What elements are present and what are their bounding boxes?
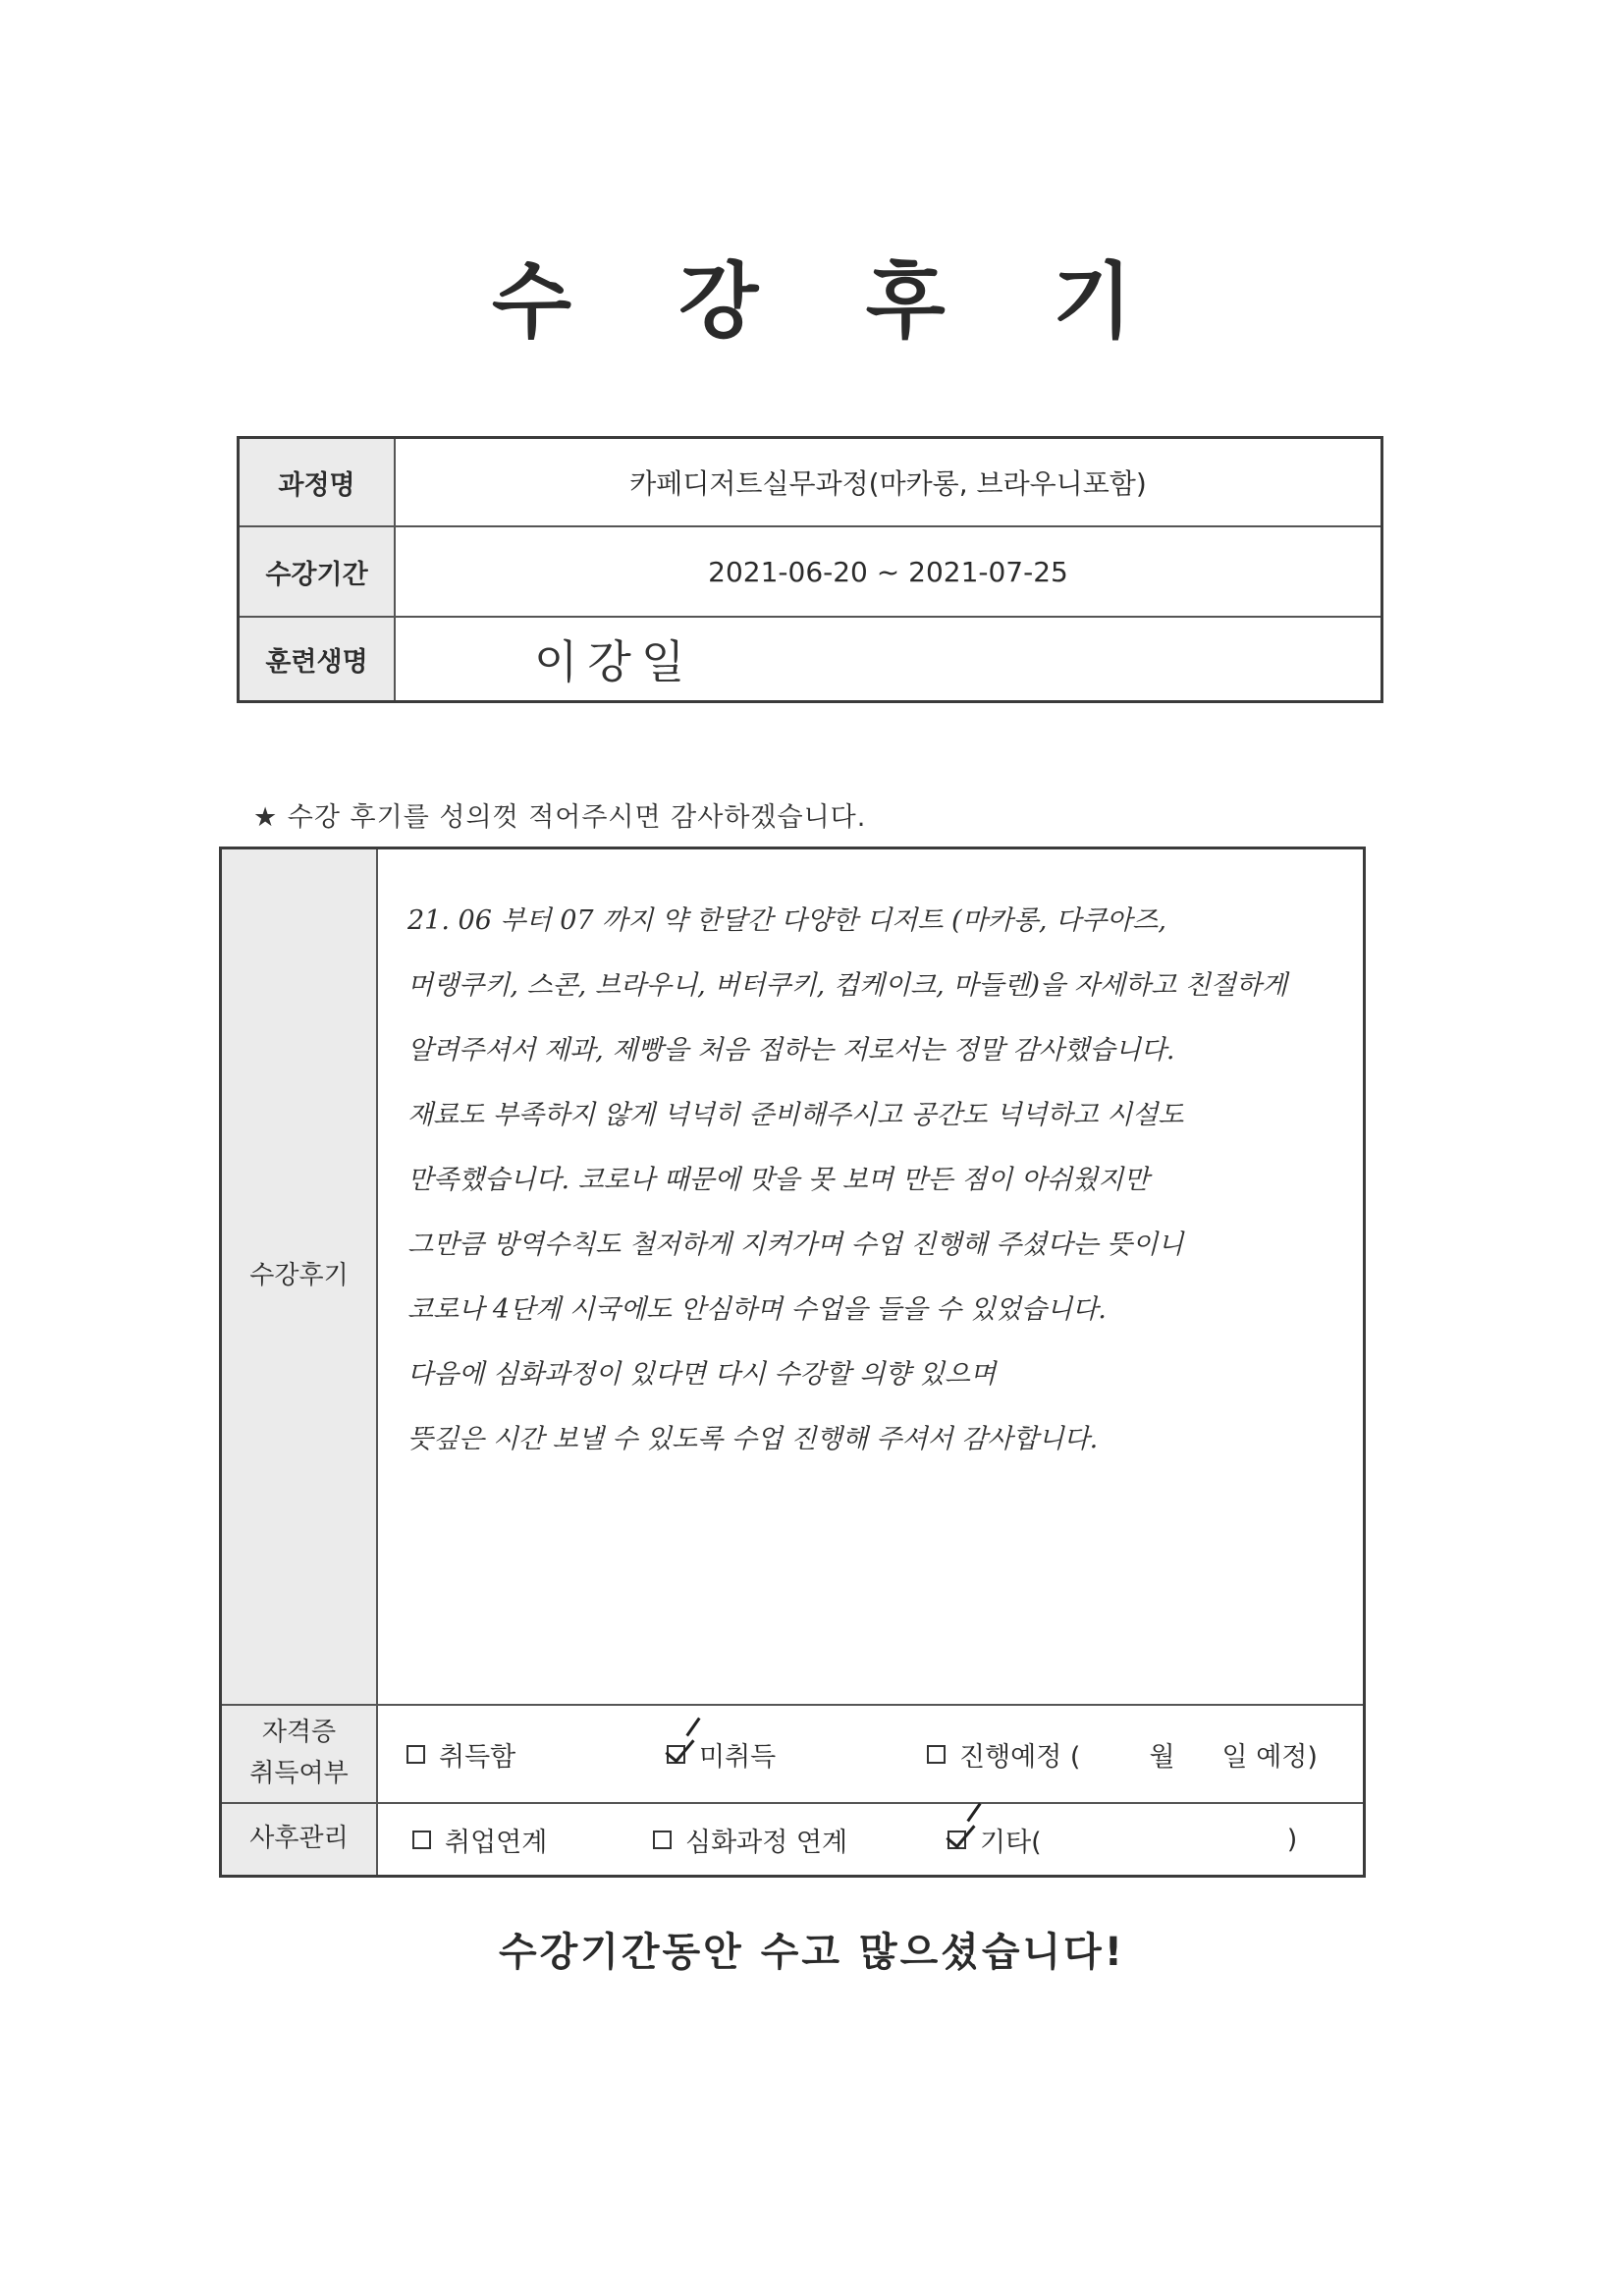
trainee-name-cell — [395, 617, 1382, 702]
option-not-obtained-label: 미취득 — [699, 1741, 777, 1773]
option-other[interactable] — [947, 1821, 1297, 1859]
review-line: 재료도 부족하지 않게 넉넉히 준비해주시고 공간도 넉넉하고 시설도 — [407, 1100, 1184, 1130]
review-line: 뜻깊은 시간 보낼 수 있도록 수업 진행해 주셔서 감사합니다. — [407, 1424, 1099, 1454]
option-planned[interactable] — [927, 1735, 1318, 1774]
option-obtained-label: 취득함 — [439, 1741, 516, 1773]
page-title: 수 강 후 기 — [491, 253, 1172, 350]
review-line: 다음에 심화과정이 있다면 다시 수강할 의향 있으며 — [407, 1359, 997, 1390]
trainee-label: 훈련생명 — [239, 617, 396, 702]
review-line: 그만큼 방역수칙도 철저하게 지켜가며 수업 진행해 주셨다는 뜻이니 — [407, 1230, 1184, 1260]
certification-label-line1: 자격증 — [261, 1718, 337, 1748]
option-job-label: 취업연계 — [445, 1827, 548, 1858]
certification-label — [221, 1705, 378, 1803]
trainee-name: 이강일 — [534, 635, 695, 688]
certification-row — [221, 1705, 1365, 1803]
course-value: 카페디저트실무과정(마카롱, 브라우니포함) — [395, 438, 1382, 527]
option-obtained[interactable] — [406, 1735, 667, 1774]
review-line: 만족했습니다. 코로나 때문에 맛을 못 보며 만든 점이 아쉬웠지만 — [407, 1165, 1150, 1195]
handwritten-review — [378, 849, 1363, 1472]
checkbox-advanced[interactable] — [653, 1831, 672, 1849]
checkbox-obtained[interactable] — [406, 1745, 425, 1764]
checkbox-other-checked[interactable] — [947, 1831, 966, 1849]
period-row — [239, 526, 1382, 617]
period-value: 2021-06-20 ~ 2021-07-25 — [395, 526, 1382, 617]
review-body — [377, 848, 1365, 1706]
option-planned-label: 진행예정 ( — [959, 1741, 1081, 1773]
closing-message: 수강기간동안 수고 많으셨습니다! — [498, 1930, 1126, 1975]
certification-label-line2: 취득여부 — [249, 1759, 349, 1788]
review-label: 수강후기 — [221, 848, 378, 1706]
period-label: 수강기간 — [239, 526, 396, 617]
aftercare-row — [221, 1803, 1365, 1877]
review-line: 머랭쿠키, 스콘, 브라우니, 버터쿠키, 컵케이크, 마들렌)을 자세하고 친절하게 — [407, 970, 1287, 1001]
option-advanced-label: 심화과정 연계 — [685, 1827, 848, 1858]
review-row — [221, 848, 1365, 1706]
review-line: 알려주셔서 제과, 제빵을 처음 접하는 저로서는 정말 감사했습니다. — [407, 1035, 1175, 1066]
review-table — [219, 847, 1366, 1878]
review-line: 코로나 4단계 시국에도 안심하며 수업을 들을 수 있었습니다. — [407, 1294, 1107, 1325]
option-not-obtained[interactable] — [667, 1735, 927, 1774]
month-label: 월 — [1149, 1741, 1175, 1773]
notice-text: ★ 수강 후기를 성의껏 적어주시면 감사하겠습니다. — [253, 802, 867, 833]
certification-options — [377, 1705, 1365, 1803]
option-job[interactable] — [412, 1821, 653, 1859]
course-row — [239, 438, 1382, 527]
review-line: 21. 06 부터 07 까지 약 한달간 다양한 디저트 (마카롱, 다쿠아즈, — [407, 905, 1166, 936]
option-other-close: ) — [1286, 1824, 1298, 1855]
aftercare-label: 사후관리 — [221, 1803, 378, 1877]
course-info-table — [237, 436, 1383, 703]
aftercare-options — [377, 1803, 1365, 1877]
day-planned-label: 일 예정) — [1221, 1741, 1318, 1773]
option-other-label: 기타( — [980, 1827, 1042, 1858]
checkbox-job[interactable] — [412, 1831, 431, 1849]
checkbox-not-obtained-checked[interactable] — [667, 1745, 685, 1764]
trainee-row — [239, 617, 1382, 702]
option-advanced[interactable] — [653, 1821, 947, 1859]
checkbox-planned[interactable] — [927, 1745, 946, 1764]
course-label: 과정명 — [239, 438, 396, 527]
